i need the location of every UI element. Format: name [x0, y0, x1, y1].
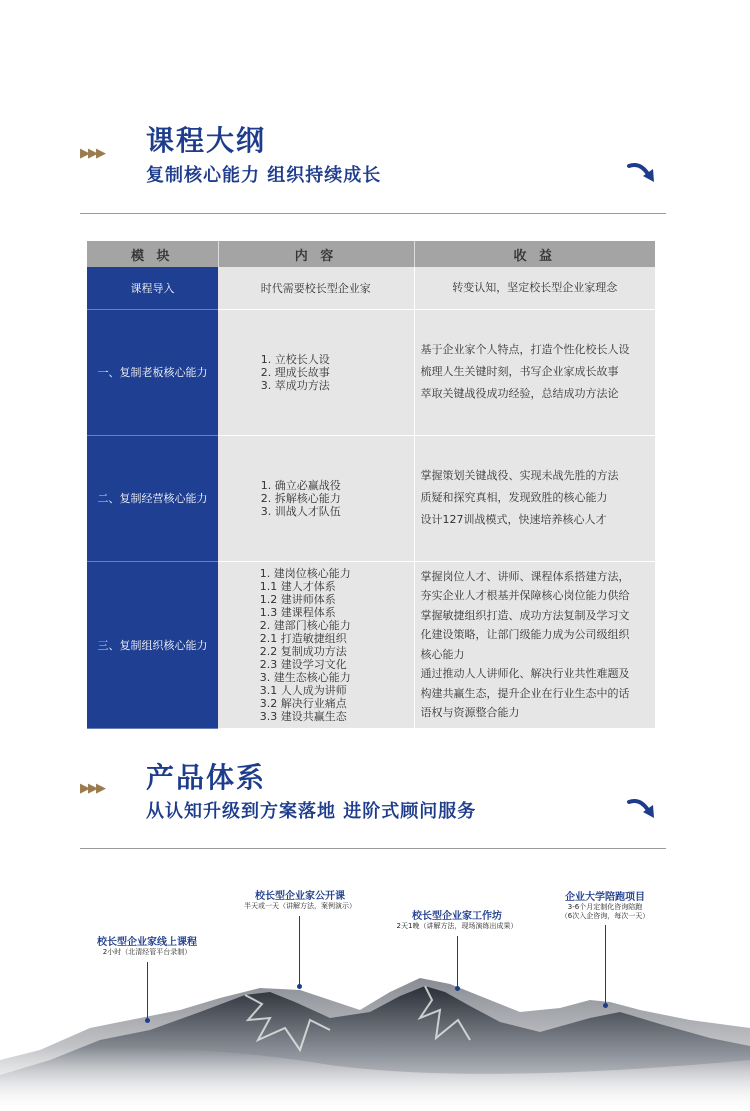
product-pointer-dot	[603, 1003, 608, 1008]
content-list	[261, 353, 371, 392]
product-desc: 3-6个月定制化咨询陪跑	[567, 903, 643, 911]
course-outline-table	[87, 241, 655, 729]
content-cell	[218, 435, 414, 561]
module-cell: 课程导入	[87, 267, 218, 309]
triple-arrow-icon: ▶▶▶	[80, 146, 104, 161]
benefit-line: 夯实企业人才根基并保障核心岗位能力供给	[420, 589, 630, 602]
content-item: 1. 确立必赢战役	[260, 478, 341, 492]
content-item: 1. 立校长人设	[260, 352, 330, 366]
content-item: 3. 建生态核心能力	[259, 670, 351, 684]
product-desc: 半天或一天（讲解方法，案例演示）	[244, 902, 356, 910]
benefit-line: 核心能力	[420, 647, 465, 661]
table-row	[87, 267, 655, 309]
content-item: 1.3 建课程体系	[259, 605, 336, 619]
content-item: 3.2 解决行业痛点	[259, 696, 347, 710]
benefit-line: 梳理人生关键时刻，书写企业家成长故事	[420, 365, 619, 378]
product-name: 企业大学陪跑项目	[565, 892, 645, 903]
product-online-course	[62, 933, 232, 957]
product-pointer-line	[605, 925, 606, 1005]
triple-arrow-icon: ▶▶▶	[80, 781, 104, 796]
table-header-row	[87, 241, 655, 267]
benefit-line: 萃取关键战役成功经验，总结成功方法论	[420, 387, 619, 400]
product-corporate-university	[520, 888, 690, 921]
table-row	[87, 435, 655, 561]
content-item: 2.2 复制成功方法	[259, 644, 347, 658]
benefit-line: 化建设策略，让部门级能力成为公司级组织	[420, 628, 630, 641]
module-cell: 三、复制组织核心能力	[87, 561, 218, 728]
content-item: 2. 理成长故事	[260, 365, 330, 379]
benefit-line: 通过推动人人讲师化、解决行业共性难题及	[420, 667, 630, 680]
benefit-line: 掌握敏捷组织打造、成功方法复制及学习文	[420, 608, 630, 622]
benefit-line: 质疑和探究真相，发现致胜的核心能力	[420, 491, 608, 504]
content-list	[260, 567, 372, 723]
product-pointer-dot	[455, 986, 460, 991]
product-name: 校长型企业家线上课程	[97, 937, 197, 948]
content-cell: 时代需要校长型企业家	[218, 267, 414, 309]
content-item: 3. 训战人才队伍	[260, 504, 341, 518]
section-divider	[80, 848, 666, 849]
module-cell: 一、复制老板核心能力	[87, 309, 218, 435]
benefit-cell	[414, 561, 655, 728]
product-name: 校长型企业家工作坊	[412, 911, 502, 922]
product-desc: 2小时（北清经管平台录制）	[102, 948, 192, 956]
benefit-line: 掌握策划关键战役、实现未战先胜的方法	[420, 469, 619, 482]
section-title: 产品体系	[146, 761, 267, 794]
product-pointer-line	[457, 936, 458, 988]
content-item: 3.3 建设共赢生态	[259, 709, 347, 723]
product-public-course	[215, 887, 385, 911]
benefit-line: 设计127训战模式，快速培养核心人才	[420, 513, 607, 526]
curved-arrow-icon	[626, 160, 658, 186]
header-content: 内 容	[218, 241, 414, 267]
content-item: 2.3 建设学习文化	[259, 657, 347, 671]
benefit-line: 构建共赢生态，提升企业在行业生态中的话	[420, 686, 630, 700]
module-cell: 二、复制经营核心能力	[87, 435, 218, 561]
section-subtitle: 从认知升级到方案落地 进阶式顾问服务	[146, 801, 477, 822]
section-subtitle: 复制核心能力 组织持续成长	[146, 165, 382, 186]
content-item: 1. 建岗位核心能力	[259, 566, 351, 580]
content-item: 2. 拆解核心能力	[260, 491, 341, 505]
product-desc: 2天1晚（讲解方法，现场演练出成果）	[396, 922, 518, 930]
product-pointer-line	[147, 962, 148, 1020]
product-desc: （6次入企咨询，每次一天）	[560, 912, 650, 920]
table-row	[87, 561, 655, 728]
header-module: 模 块	[87, 241, 218, 267]
content-item: 1.2 建讲师体系	[259, 592, 336, 606]
content-item: 2.1 打造敏捷组织	[259, 631, 347, 645]
product-pointer-dot	[297, 984, 302, 989]
benefit-cell: 转变认知，坚定校长型企业家理念	[414, 267, 655, 309]
mountain-illustration	[0, 900, 750, 1111]
content-item: 1.1 建人才体系	[259, 579, 336, 593]
product-name: 校长型企业家公开课	[255, 891, 345, 902]
benefit-line: 基于企业家个人特点，打造个性化校长人设	[420, 343, 630, 356]
content-item: 2. 建部门核心能力	[259, 618, 351, 632]
content-cell	[218, 309, 414, 435]
benefit-cell	[414, 435, 655, 561]
benefit-line: 掌握岗位人才、讲师、课程体系搭建方法，	[420, 569, 630, 583]
content-list	[261, 479, 371, 518]
product-pointer-dot	[145, 1018, 150, 1023]
curved-arrow-icon	[626, 796, 658, 822]
content-item: 3. 萃成功方法	[260, 378, 330, 392]
product-workshop	[372, 907, 542, 931]
header-benefit: 收 益	[414, 241, 655, 267]
content-cell	[218, 561, 414, 728]
benefit-cell	[414, 309, 655, 435]
product-pointer-line	[299, 916, 300, 986]
benefit-line: 语权与资源整合能力	[420, 706, 520, 719]
section-title: 课程大纲	[146, 124, 267, 157]
table-row	[87, 309, 655, 435]
section-divider	[80, 213, 666, 214]
content-item: 3.1 人人成为讲师	[259, 683, 347, 697]
